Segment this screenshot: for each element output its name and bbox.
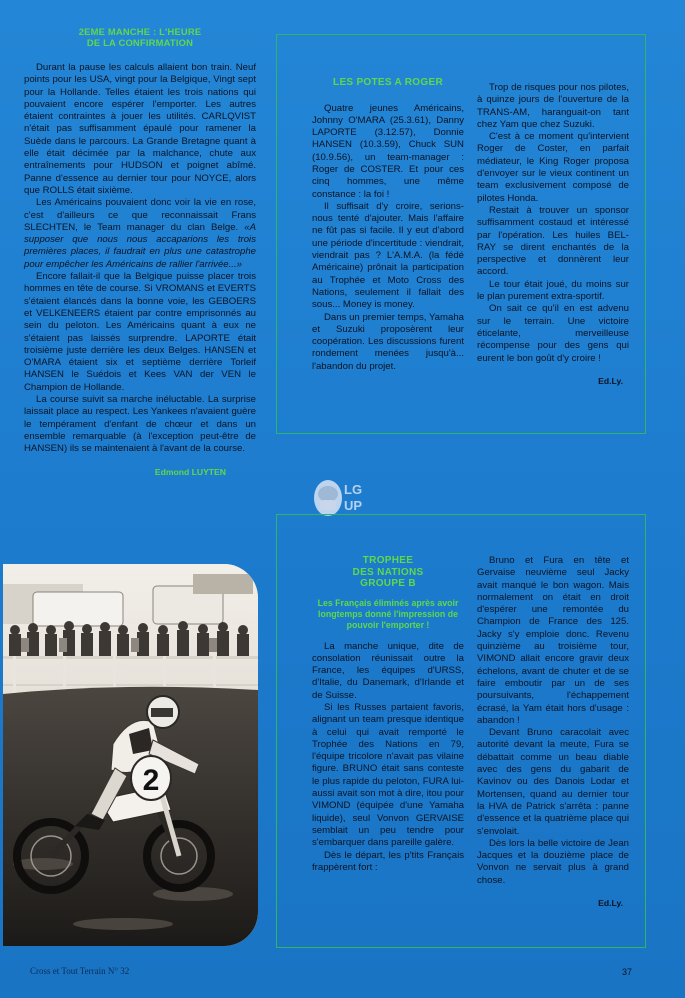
box-potes-col1-paragraph-2: Il suffisait d'y croire, serions-nous tenté d'ajouter. Mais l'affaire ne fût pas si facile. Il y eut d'abord une période d'incertitude : viendrait, viendrait pas ? L'A.M.A. (la fédé Américaine) prônait la participation au Trophée et Moto Cross des Nations, seulement il fallait des sous... Money is money. — [312, 200, 464, 311]
left-article-signature: Edmond LUYTEN — [154, 466, 226, 477]
box-trophee-signature: Ed.Ly. — [598, 898, 623, 909]
box-potes-col2-paragraph-4: Le tour était joué, du moins sur le plan purement extra-sportif. — [477, 278, 629, 303]
left-article — [24, 26, 256, 478]
footer-page-number: 37 — [622, 967, 633, 977]
left-article-paragraph-2-text: Les Américains pouvaient donc voir la vie en rose, c'est d'ailleurs ce que reconnaissait Frans SLECHTEN, le Team manager du clan Belge. — [24, 197, 256, 233]
box-potes-column-2 — [477, 82, 629, 387]
motocross-photo — [3, 564, 258, 946]
box-trophee-col1-paragraph-3: Dès le départ, les p'tits Français frappèrent fort : — [312, 849, 464, 873]
box-trophee-des-nations — [276, 514, 646, 948]
rider-number-plate: 2 — [142, 764, 160, 797]
motocross-rider-image — [3, 564, 258, 946]
box-potes-col1-paragraph-3: Dans un premier temps, Yamaha et Suzuki proposèrent leur coopération. Les discussions furent rondement menées jusqu'à... l'abandon du projet. — [312, 311, 464, 372]
box-trophee-col2-paragraph-1: Bruno et Fura en tête et Gervaise neuvième seul Jacky avait manqué le bon wagon. Mais normalement on était en droit d'espérer une remontée du Champion de France des 125. Jacky s'y emploie donc. Revenu quinzième au troisième tour, VIMOND allait encore gravir deux échelons, avant de chuter et de se faire emboutir par un de ses poursuivants, l'échappement écrasé, la Yam était hors d'usage : abandon ! — [477, 555, 629, 726]
box-potes-col2-paragraph-5: On sait ce qu'il en est advenu sur le terrain. Une victoire éticelante, merveilleuse récompense pour des gens qui eurent le bon goût d'y croire ! — [477, 303, 629, 364]
footer-magazine-name: Cross et Tout Terrain N° 32 — [30, 966, 130, 976]
left-article-paragraph-4: La course suivit sa marche inéluctable. La surprise laissait place au respect. Les Yankees n'avaient guère le tempérament d'enfant de chœur et dans un ensemble remarquable (à l'exception peut-être de HANSEN) ils se maintenaient à l'avant de la course. — [24, 394, 256, 455]
box-potes-col2-paragraph-1: Trop de risques pour nos pilotes, à quinze jours de l'ouverture de la TRANS-AM, haranguait-on tant chez Yam que chez Suzuki. — [477, 82, 629, 130]
box-potes-a-roger — [276, 34, 646, 434]
box-trophee-title-line1: TROPHEE — [362, 555, 414, 566]
box-trophee-col2-paragraph-3: Dès lors la belle victoire de Jean Jacques et la douzième place de Vonvon ne servait plus à grand chose. — [477, 837, 629, 886]
left-article-title-line2: DE LA CONFIRMATION — [86, 37, 194, 48]
svg-text:LG: LG — [344, 482, 363, 497]
box-potes-col1-paragraph-1: Quatre jeunes Américains, Johnny O'MARA (25.3.61), Danny LAPORTE (3.12.57), Donnie HANSEN (10.3.59), Chuck SUN (10.9.56), un team-manager : Roger de COSTER. Et pour ces cinq hommes, une même constance : la foi ! — [312, 102, 464, 200]
left-article-title-line1: 2EME MANCHE : L'HEURE — [78, 26, 202, 37]
box-trophee-column-1 — [312, 555, 464, 874]
box-trophee-col2-paragraph-2: Devant Bruno caracolait avec autorité devant la meute, Fura se débattait comme un beau diable avec des gens du gabarit de Kavinov ou des Danois Lodar et Mortensen, quand au dernier tour la HVA de Patrick s'arrêta : panne d'essence et la quatrième place qui s'envolait. — [477, 727, 629, 837]
svg-text:UP: UP — [344, 498, 363, 513]
left-article-quote: «A supposer que nous nous accaparions les trois premières places, il faudrait en plus une catastrophe pour empêcher les Américains de rallier l'arrivée...» — [24, 221, 256, 270]
box-potes-title: LES POTES A ROGER — [333, 77, 443, 88]
box-potes-col2-paragraph-2: C'est à ce moment qu'intervient Roger de Coster, en parfait médiateur, le King Roger proposa d'envoyer sur le vieux continent un team exclusivement composé de pilotes Honda. — [477, 131, 629, 204]
box-trophee-title — [312, 555, 464, 590]
box-potes-column-1 — [312, 77, 464, 373]
box-potes-signature: Ed.Ly. — [598, 375, 623, 386]
box-trophee-title-line2: DES NATIONS — [352, 566, 424, 578]
left-article-paragraph-1: Durant la pause les calculs allaient bon train. Neuf points pour les USA, vingt pour la Belgique, Vingt sept pour la Hollande. Telles étaient les trois nations qui pouvaient encore espérer l'emporter. Les autres étaient contraintes à jouer les utilités. CARLQVIST n'était pas suffisamment épaulé pour ramener la Suède dans le parcours. La Grande Bretagne quant à elle était décimée par la malchance, chute aux entraînements pour HUDSON et poignet abîmé. Panne d'essence au dernier tour pour NOYCE, alors que ROLLS était sixième. — [24, 62, 256, 196]
box-trophee-col1-paragraph-2: Si les Russes partaient favoris, alignant un team presque identique à celui qui avait remporté le Trophée des Nations en 79, l'équipe tricolore n'avait pas vilaine figure. BRUNO était sans conteste le plus rapide du peloton, FURA lui-aussi avait son mot à dire, itou pour VIMOND (équipée d'une Yamaha liquide), seul Vonvon GERVAISE semblait un peu tendre pour s'embarquer dans pareille galère. — [312, 701, 464, 849]
box-trophee-subtitle: Les Français éliminés après avoir longtemps donné l'impression de pouvoir l'emporter ! — [317, 597, 459, 630]
left-article-paragraph-3: Encore fallait-il que la Belgique puisse placer trois hommes en tête de course. Si VROMANS et EVERTS s'étaient élancés dans la bonne voie, les GEBOERS et VELKENEERS étaient par contre emprisonnés au sein du peloton. Les Américains quant à eux ne s'étaient pas laissés surprendre. LAPORTE était troisième juste derrière les deux Belges. HANSEN et O'MARA étaient six et septième derrière Torleif HANSEN le Suédois et Kees VAN der VEN le Champion de Hollande. — [24, 271, 256, 393]
box-trophee-column-2 — [477, 555, 629, 909]
box-trophee-title-line3: GROUPE B — [360, 578, 416, 589]
box-potes-col2-paragraph-3: Restait à trouver un sponsor suffisamment costaud et intéressé par l'opération. Les huiles BEL-RAY se dirent enchantés de la perspective et donnèrent leur accord. — [477, 204, 629, 278]
box-trophee-col1-paragraph-1: La manche unique, dite de consolation réunissait outre la France, les équipes d'URSS, d'Italie, du Danemark, d'Irlande et de Suisse. — [312, 640, 464, 701]
left-article-paragraph-2 — [24, 197, 256, 271]
